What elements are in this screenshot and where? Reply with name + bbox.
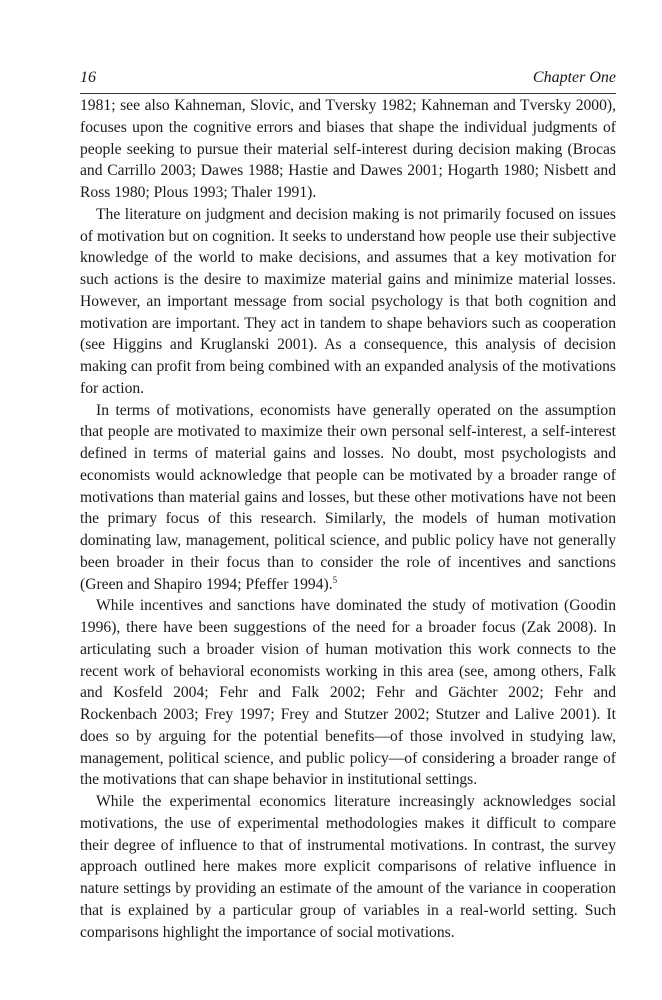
chapter-title: Chapter One (532, 69, 616, 86)
paragraph-5: While the experimental economics literature increasingly acknowledges social motivations, the use of experimental methodologies makes it difficult to compare their degree of influence to that of instrumental motivations. In contrast, the survey approach outlined here makes more explicit comparisons of relative influence in nature settings by providing an estimate of the amount of the variance in cooperation that is explained by a particular group of variables in a real-world setting. Such comparisons highlight the importance of social motivations. (80, 793, 616, 941)
header-rule (80, 93, 616, 94)
paragraph-3-text: In terms of motivations, economists have generally operated on the assumption that people are motivated to maximize their own personal self-interest, a self-interest defined in terms of material gains and losses. No doubt, most psychologists and economists would acknowledge that people can be motivated by a broader range of motivations than material gains and losses, but these other motivations have not been the primary focus of this research. Similarly, the models of human motivation dominating law, management, political science, and public policy have not generally been broader in their focus than to consider the role of incentives and sanctions (Green and Shapiro 1994; Pfeffer 1994). (80, 401, 616, 593)
footnote-marker[interactable]: 5 (332, 574, 338, 585)
page-number: 16 (80, 69, 96, 86)
paragraph-4: While incentives and sanctions have dominated the study of motivation (Goodin 1996), there have been suggestions of the need for a broader focus (Zak 2008). In articulating such a broader vision of human motivation this work connects to the recent work of behavioral economists working in this area (see, among others, Falk and Kosfeld 2004; Fehr and Falk 2002; Fehr and Gächter 2002; Fehr and Rockenbach 2003; Frey 1997; Frey and Stutzer 2002; Stutzer and Lalive 2001). It does so by arguing for the potential benefits—of those involved in studying law, management, political science, and public policy—of considering a broader range of the motivations that can shape behavior in institutional settings. (80, 597, 616, 789)
paragraph-2: The literature on judgment and decision making is not primarily focused on issues of motivation but on cognition. It seeks to understand how people use their subjective knowledge of the world to make decisions, and assumes that a key motivation for such actions is the desire to maximize material gains and minimize material losses. However, an important message from social psychology is that both cognition and motivation are important. They act in tandem to shape behaviors such as cooperation (see Higgins and Kruglanski 2001). As a consequence, this analysis of decision making can profit from being combined with an expanded analysis of the motivations for action. (80, 205, 616, 397)
paragraph-1: 1981; see also Kahneman, Slovic, and Tversky 1982; Kahneman and Tversky 2000), focuses upon the cognitive errors and biases that shape the individual judgments of people seeking to pursue their material self-interest during decision making (Brocas and Carrillo 2003; Dawes 1988; Hastie and Dawes 2001; Hogarth 1980; Nisbett and Ross 1980; Plous 1993; Thaler 1991). (80, 97, 616, 201)
body-text (80, 95, 616, 943)
running-head (80, 69, 616, 91)
paragraph-3 (80, 400, 616, 596)
